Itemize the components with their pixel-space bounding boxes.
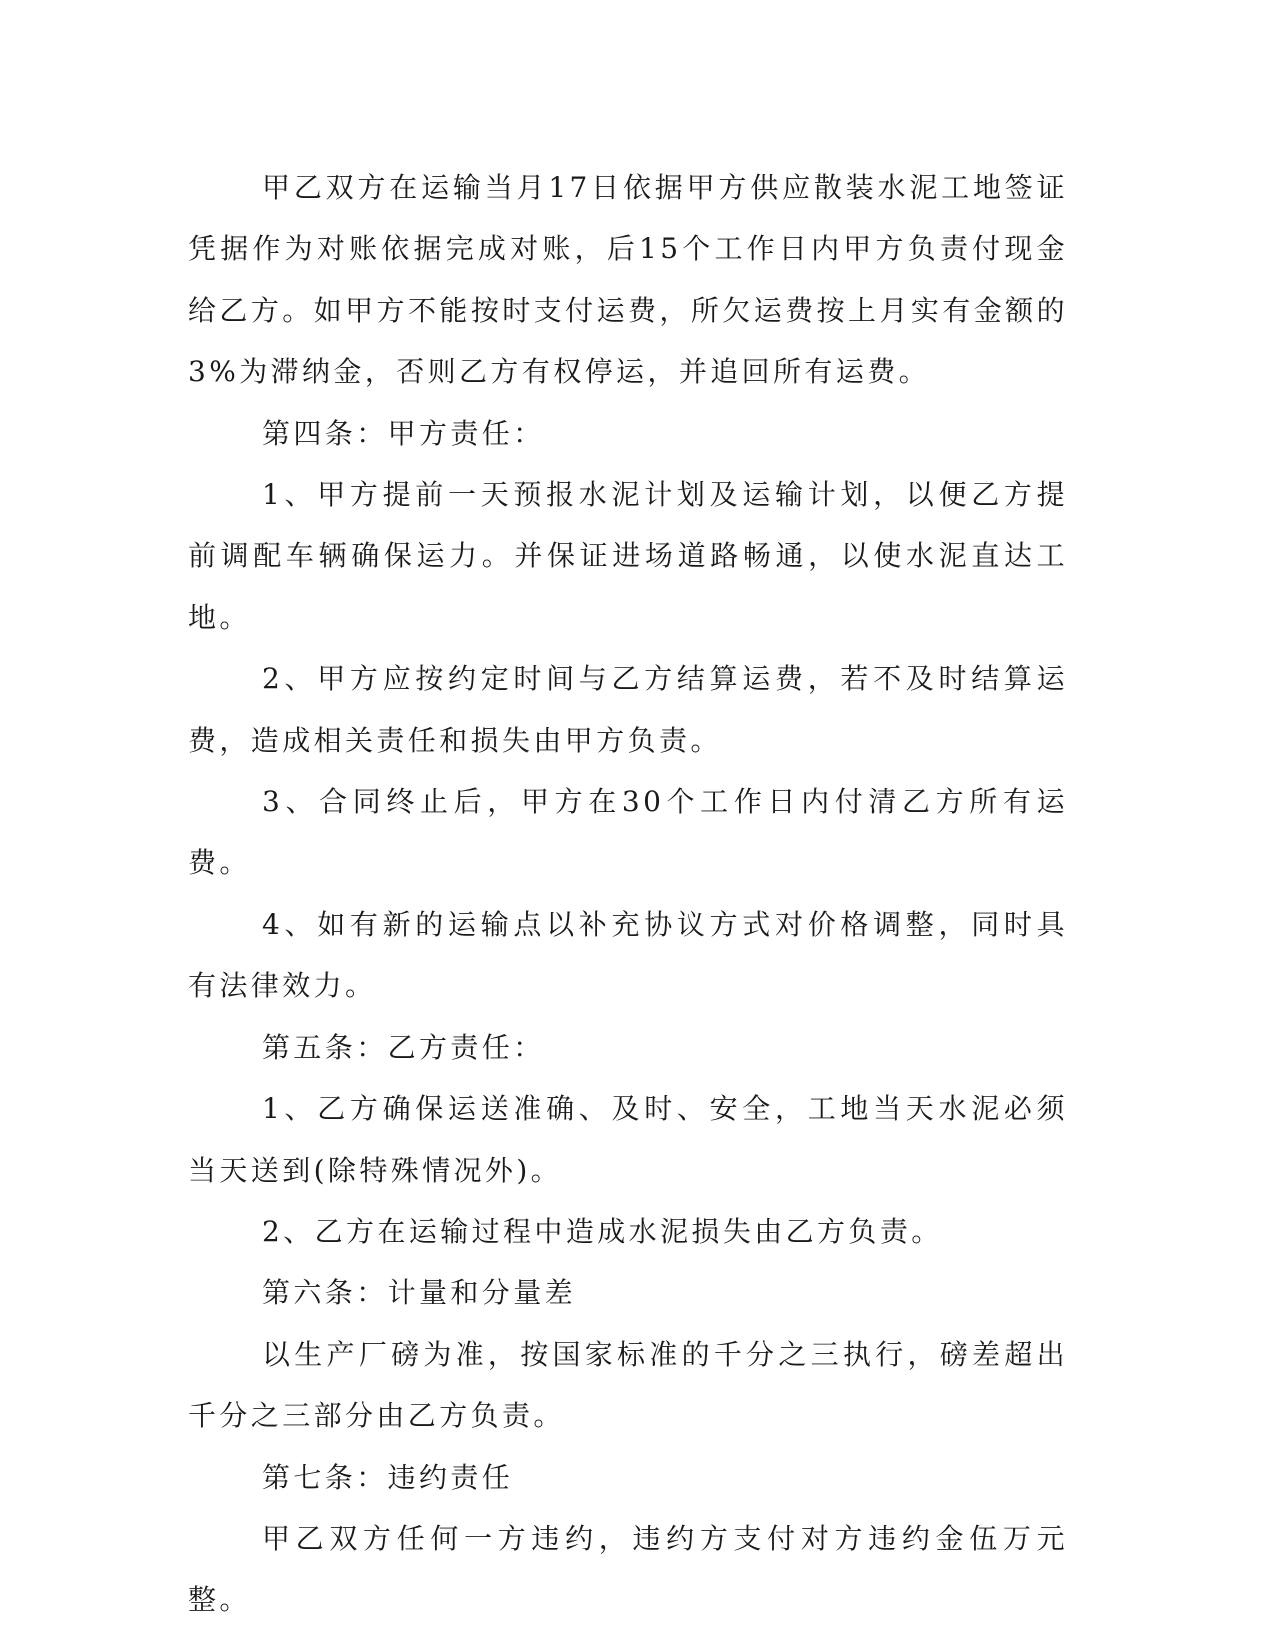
clause-4-1: 1、甲方提前一天预报水泥计划及运输计划，以便乙方提前调配车辆确保运力。并保证进场道路畅通，以使水泥直达工地。: [188, 478, 1068, 634]
clause-5-2: 2、乙方在运输过程中造成水泥损失由乙方负责。: [262, 1214, 943, 1248]
document-body: [188, 157, 1068, 1631]
paragraph-breach: 甲乙双方任何一方违约，违约方支付对方违约金伍万元整。: [188, 1521, 1068, 1617]
clause-4-2: 2、甲方应按约定时间与乙方结算运费，若不及时结算运费，造成相关责任和损失由甲方负责。: [188, 662, 1068, 757]
heading-article-4: 第四条：甲方责任：: [262, 416, 545, 450]
heading-article-7: 第七条：违约责任: [262, 1460, 514, 1494]
clause-4-4: 4、如有新的运输点以补充协议方式对价格调整，同时具有法律效力。: [188, 907, 1068, 1003]
paragraph-payment-terms: 甲乙双方在运输当月17日依据甲方供应散装水泥工地签证凭据作为对账依据完成对账，后15个工作日内甲方负责付现金给乙方。如甲方不能按时支付运费，所欠运费按上月实有金额的3%为滞纳金，否则乙方有权停运，并追回所有运费。: [188, 171, 1068, 389]
heading-article-5: 第五条：乙方责任：: [262, 1030, 545, 1064]
clause-5-1: 1、乙方确保运送准确、及时、安全，工地当天水泥必须当天送到(除特殊情况外)。: [188, 1092, 1068, 1187]
heading-article-6: 第六条：计量和分量差: [262, 1276, 577, 1310]
clause-4-3: 3、合同终止后，甲方在30个工作日内付清乙方所有运费。: [188, 785, 1068, 880]
paragraph-measurement: 以生产厂磅为准，按国家标准的千分之三执行，磅差超出千分之三部分由乙方负责。: [188, 1337, 1068, 1433]
